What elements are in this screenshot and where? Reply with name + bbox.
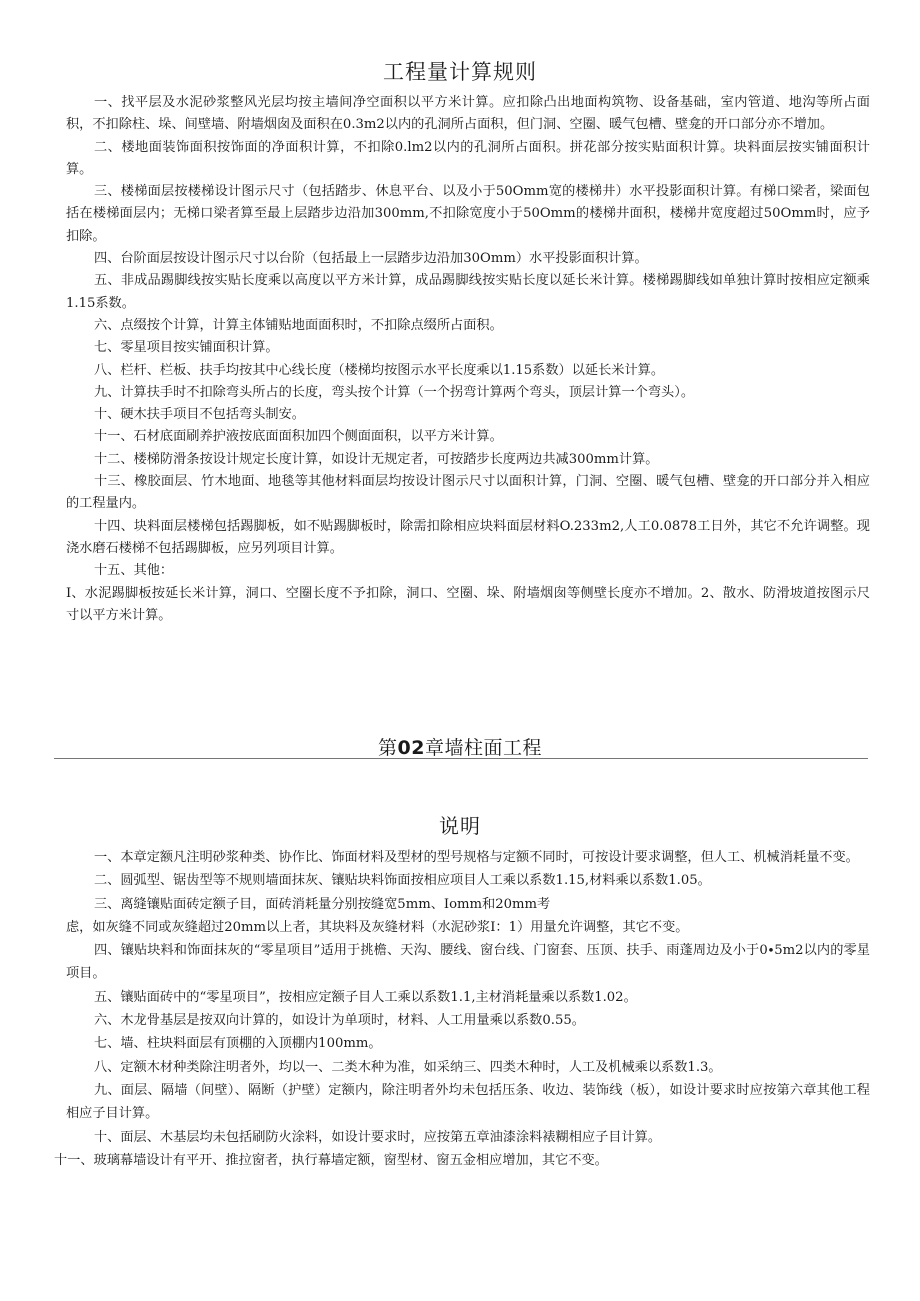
note-paragraph: 六、木龙骨基层是按双向计算的，如设计为单项时，材料、人工用量乘以系数0.55。 — [94, 1013, 585, 1029]
rule-paragraph: 二、楼地面装饰面积按饰面的净面积计算，不扣除0.lm2以内的孔洞所占面积。拼花部分按实贴面积计算。块料面层按实铺面积计算。 — [66, 139, 870, 177]
note-paragraph: 五、镶贴面砖中的“零星项目”，按相应定额子目人工乘以系数1.1,主材消耗量乘以系数1.02。 — [94, 989, 637, 1005]
rule-paragraph: 六、点缀按个计算，计算主体铺贴地面面积时，不扣除点缀所占面积。 — [94, 317, 503, 333]
note-paragraph: 四、镶贴块料和饰面抹灰的“零星项目”适用于挑檐、天沟、腰线、窗台线、门窗套、压顶、扶手、雨蓬周边及小于0∙5m2以内的零星项目。 — [66, 943, 870, 982]
notes-body — [54, 846, 870, 1172]
chapter-divider — [54, 758, 868, 759]
note-paragraph: 十、面层、木基层均未包括刷防火涂料，如设计要求时，应按第五章油漆涂料裱糊相应子目计算。 — [94, 1129, 662, 1145]
section-title-calculation-rules: 工程量计算规则 — [383, 60, 537, 84]
rule-paragraph: 七、零星项目按实铺面积计算。 — [94, 340, 279, 356]
rule-paragraph: I、水泥踢脚板按延长米计算，洞口、空圈长度不予扣除，洞口、空圈、垛、附墙烟囱等侧壁长度亦不增加。2、散水、防滑坡道按图示尺寸以平方米计算。 — [66, 585, 870, 623]
rule-paragraph: 十五、其他： — [94, 563, 174, 579]
note-paragraph: 七、墙、柱块料面层有顶棚的入顶棚内100mm。 — [94, 1036, 382, 1052]
rule-paragraph: 五、非成品踢脚线按实贴长度乘以高度以平方米计算，成品踢脚线按实贴长度以延长米计算。楼梯踢脚线如单独计算时按相应定额乘1.15系数。 — [66, 273, 870, 311]
rule-paragraph: 十、硬木扶手项目不包括弯头制安。 — [94, 407, 305, 423]
calculation-rules-body — [66, 92, 870, 627]
chapter-heading — [0, 733, 920, 760]
rule-paragraph: 四、台阶面层按设计图示尺寸以台阶（包括最上一层踏步边沿加30Omm）水平投影面积计算。 — [94, 251, 648, 267]
rule-paragraph: 十二、楼梯防滑条按设计规定长度计算，如设计无规定者，可按踏步长度两边共减300mm计算。 — [94, 451, 659, 467]
rule-paragraph: 三、楼梯面层按楼梯设计图示尺寸（包括踏步、休息平台、以及小于50Omm宽的楼梯井）水平投影面积计算。有梯口梁者，梁面包括在楼梯面层内；无梯口梁者算至最上层踏步边沿加300mm,不扣除宽度小于50Omm的楼梯井面积，楼梯井宽度超过50Omm时，应予扣除。 — [66, 184, 870, 244]
chapter-prefix: 第 — [378, 737, 398, 759]
rule-paragraph: 一、找平层及水泥砂浆整风光层均按主墙间净空面积以平方米计算。应扣除凸出地面构筑物、设备基础，室内管道、地沟等所占面积，不扣除柱、垛、间壁墙、附墙烟囱及面积在0.3m2以内的孔洞所占面积，但门洞、空圈、暖气包槽、壁龛的开口部分亦不增加。 — [66, 95, 870, 133]
note-paragraph: 虑，如灰缝不同或灰缝超过20mm以上者，其块料及灰缝材料（水泥砂浆I：1）用量允许调整，其它不变。 — [66, 919, 689, 935]
chapter-name: 章墙柱面工程 — [424, 737, 542, 759]
note-paragraph: 八、定额木材种类除注明者外，均以一、二类木种为准，如采纳三、四类木种时，人工及机械乘以系数1.3。 — [94, 1059, 722, 1075]
note-paragraph: 十一、玻璃幕墙设计有平开、推拉窗者，执行幕墙定额，窗型材、窗五金相应增加，其它不变。 — [54, 1152, 608, 1168]
note-paragraph: 九、面层、隔墙（间壁）、隔断（护壁）定额内，除注明者外均未包括压条、收边、装饰线（板），如设计要求时应按第六章其他工程相应子目计算。 — [66, 1082, 870, 1122]
section-title-notes: 说明 — [439, 814, 481, 838]
note-paragraph: 三、离缝镶贴面砖定额子目，面砖消耗量分别按缝宽5mm、Iomm和20mm考 — [94, 896, 551, 912]
rule-paragraph: 十三、橡胶面层、竹木地面、地毯等其他材料面层均按设计图示尺寸以面积计算，门洞、空圈、暖气包槽、壁龛的开口部分并入相应的工程量内。 — [66, 474, 870, 512]
chapter-number: 02 — [397, 737, 425, 759]
rule-paragraph: 九、计算扶手时不扣除弯头所占的长度，弯头按个计算（一个拐弯计算两个弯头，顶层计算一个弯头）。 — [94, 384, 695, 400]
note-paragraph: 一、本章定额凡注明砂浆种类、协作比、饰面材料及型材的型号规格与定额不同时，可按设计要求调整，但人工、机械消耗量不变。 — [94, 850, 859, 865]
rule-paragraph: 十四、块料面层楼梯包括踢脚板，如不贴踢脚板时，除需扣除相应块料面层材料O.233m2,人工0.0878工日外，其它不允许调整。现浇水磨石楼梯不包括踢脚板，应另列项目计算。 — [66, 518, 870, 556]
note-paragraph: 二、圆弧型、锯齿型等不规则墙面抹灰、镶贴块料饰面按相应项目人工乘以系数1.15,材料乘以系数1.05。 — [94, 873, 711, 889]
rule-paragraph: 八、栏杆、栏板、扶手均按其中心线长度（楼梯均按图示水平长度乘以1.15系数）以延长米计算。 — [94, 362, 665, 378]
rule-paragraph: 十一、石材底面刷养护液按底面面积加四个侧面面积，以平方米计算。 — [94, 429, 503, 445]
